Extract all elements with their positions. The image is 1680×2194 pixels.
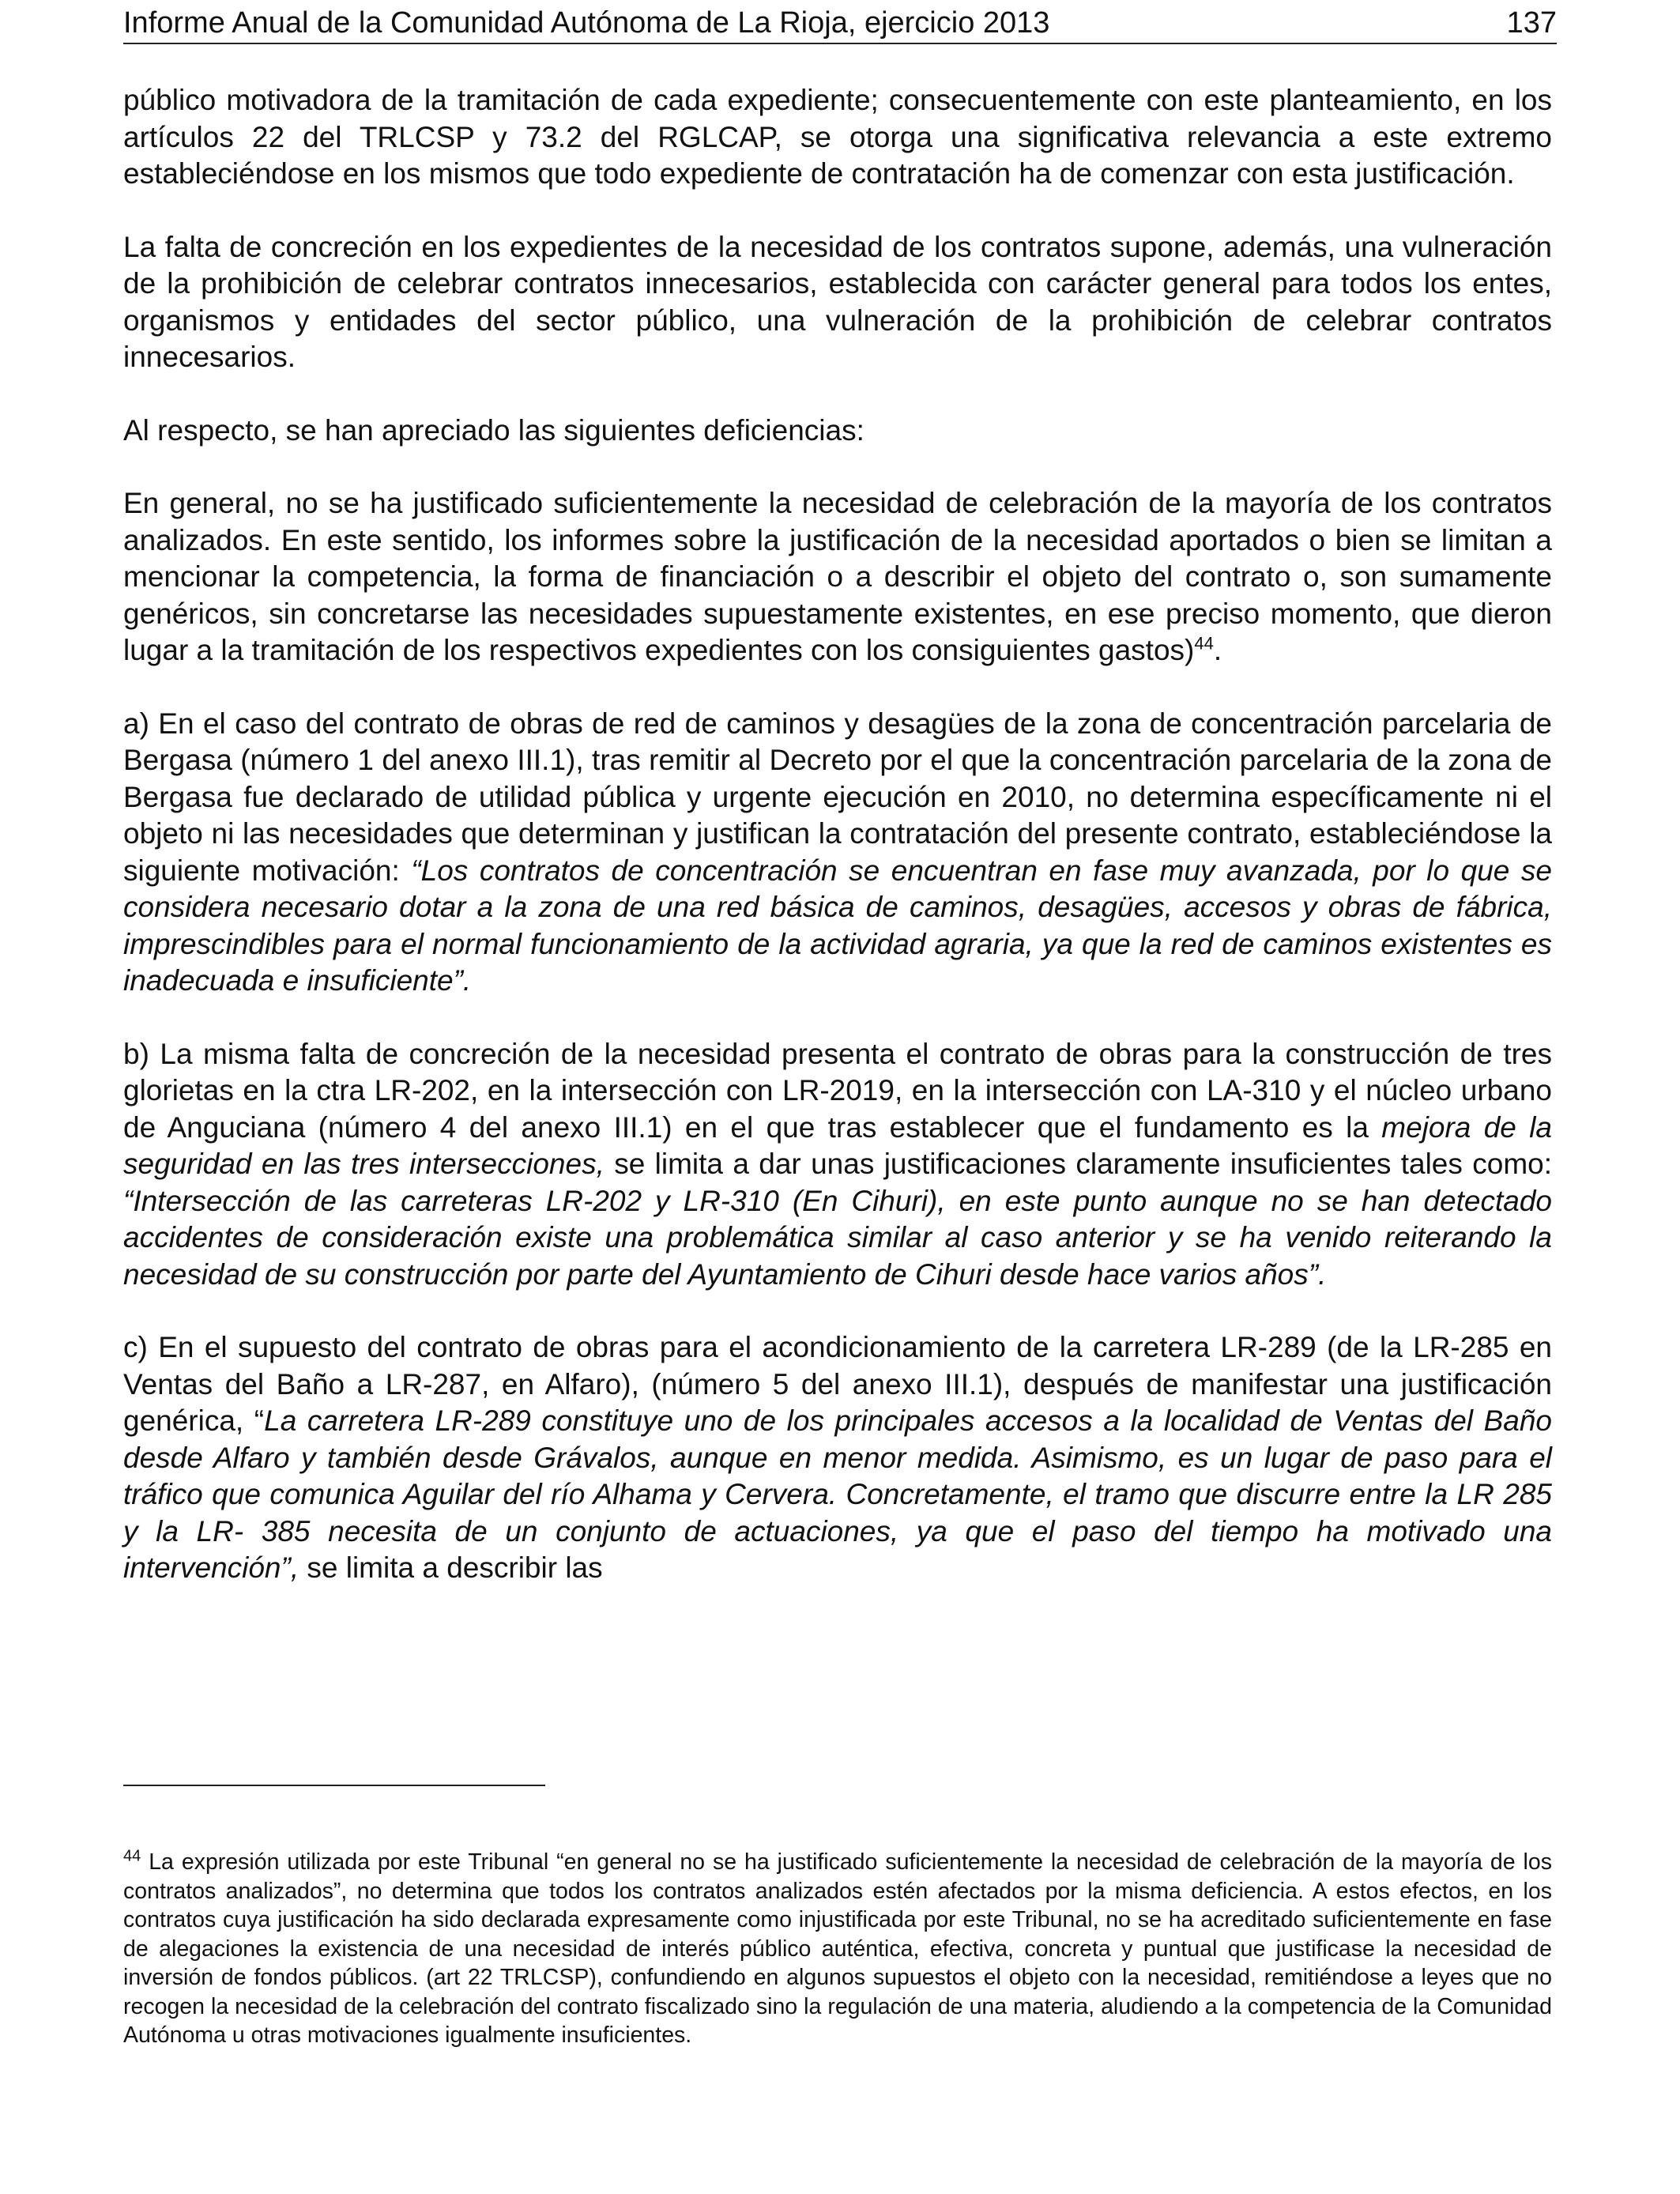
paragraph-deficiencias-intro: Al respecto, se han apreciado las siguientes deficiencias: [123,413,864,447]
en-general-end: . [1213,634,1222,666]
item-b-quote: “Intersección de las carreteras LR-202 y LR-310 (En Cihuri), en este punto aunque no se han detectado accidentes de consideración existe una problemática similar al caso anterior y se ha venido reiterando la necesidad de su construcción por parte del Ayuntamiento de Cihuri desde hace varios años”. [123,1184,1552,1291]
body-text [123,82,1552,1623]
item-c-text: c) En el supuesto del contrato de obras para el acondicionamiento de la carretera LR-289 (de la LR-285 en Ventas del Baño a LR-287, en Alfaro), (número 5 del anexo III.1), después de manifestar una justificación genérica, “ [123,1331,1552,1437]
item-b-text-cont: se limita a dar unas justificaciones claramente insuficientes tales como: [604,1148,1552,1180]
en-general-text: En general, no se ha justificado suficientemente la necesidad de celebración de la mayoría de los contratos analizados. En este sentido, los informes sobre la justificación de la necesidad aportados o bien se limitan a mencionar la competencia, la forma de financiación o a describir el objeto del contrato o, son sumamente genéricos, sin concretarse las necesidades supuestamente existentes, en ese preciso momento, que dieron lugar a la tramitación de los respectivos expedientes con los consiguientes gastos) [123,487,1552,666]
item-a-text: a) En el caso del contrato de obras de red de caminos y desagües de la zona de concentración parcelaria de Bergasa (número 1 del anexo III.1), tras remitir al Decreto por el que la concentración parcelaria de la zona de Bergasa fue declarado de utilidad pública y urgente ejecución en 2010, no determina específicamente ni el objeto ni las necesidades que determinan y justifican la contratación del presente contrato, estableciéndose la siguiente motivación: [123,707,1552,887]
item-b-text: b) La misma falta de concreción de la necesidad presenta el contrato de obras para la construcción de tres glorietas en la ctra LR-202, en la intersección con LR-2019, en la intersección con LA-310 y el núcleo urbano de Anguciana (número 4 del anexo III.1) en el que tras establecer que el fundamento es la [123,1037,1552,1144]
page-header [123,3,1557,44]
paragraph-falta-concrecion: La falta de concreción en los expedientes de la necesidad de los contratos supone, además, una vulneración de la prohibición de celebrar contratos innecesarios, establecida con carácter general para todos los entes, organismos y entidades del sector público, una vulneración de la prohibición de celebrar contratos innecesarios. [123,230,1552,373]
footnote-reference: 44 [1194,633,1214,654]
paragraph-en-general [123,485,1552,669]
paragraph-continuation: público motivadora de la tramitación de cada expediente; consecuentemente con este planteamiento, en los artículos 22 del TRLCSP y 73.2 del RGLCAP, se otorga una significativa relevancia a este extremo estableciéndose en los mismos que todo expediente de contratación ha de comenzar con esta justificación. [123,84,1552,190]
paragraph-item-b [123,1036,1552,1294]
report-title: Informe Anual de la Comunidad Autónoma de La Rioja, ejercicio 2013 [123,6,1050,40]
page-number: 137 [1506,6,1557,40]
footnote-text: La expresión utilizada por este Tribunal “en general no se ha justificado suficientemente la necesidad de celebración de la mayoría de los contratos analizados”, no determina que todos los contratos analizados estén afectados por la misma deficiencia. A estos efectos, en los contratos cuya justificación ha sido declarada expresamente como injustificada por este Tribunal, no se ha acreditado suficientemente en fase de alegaciones la existencia de una necesidad de interés público auténtica, efectiva, concreta y puntual que justificase la necesidad de inversión de fondos públicos. (art 22 TRLCSP), confundiendo en algunos supuestos el objeto con la necesidad, remitiéndose a leyes que no recogen la necesidad de la celebración del contrato fiscalizado sino la regulación de una materia, aludiendo a la competencia de la Comunidad Autónoma u otras motivaciones igualmente insuficientes. [123,1849,1552,2048]
footnote-number: 44 [123,1847,141,1865]
item-b-emphasis: mejora de la seguridad en las tres intersecciones, [123,1110,1552,1180]
item-a-quote: “Los contratos de concentración se encuentran en fase muy avanzada, por lo que se considera necesario dotar a la zona de una red básica de caminos, desagües, accesos y obras de fábrica, imprescindibles para el normal funcionamiento de la actividad agraria, ya que la red de caminos existentes es inadecuada e insuficiente”. [123,854,1552,997]
item-c-text-cont: se limita a describir las [299,1551,603,1584]
paragraph-item-a [123,706,1552,1000]
footnote [123,1848,1552,2050]
footnote-separator [123,1785,545,1786]
footnote-paragraph [123,1848,1552,2050]
paragraph-item-c [123,1329,1552,1587]
item-c-quote: La carretera LR-289 constituye uno de los principales accesos a la localidad de Ventas del Baño desde Alfaro y también desde Grávalos, aunque en menor medida. Asimismo, es un lugar de paso para el tráfico que comunica Aguilar del río Alhama y Cervera. Concretamente, el tramo que discurre entre la LR 285 y la LR- 385 necesita de un conjunto de actuaciones, ya que el paso del tiempo ha motivado una intervención”, [123,1404,1553,1584]
